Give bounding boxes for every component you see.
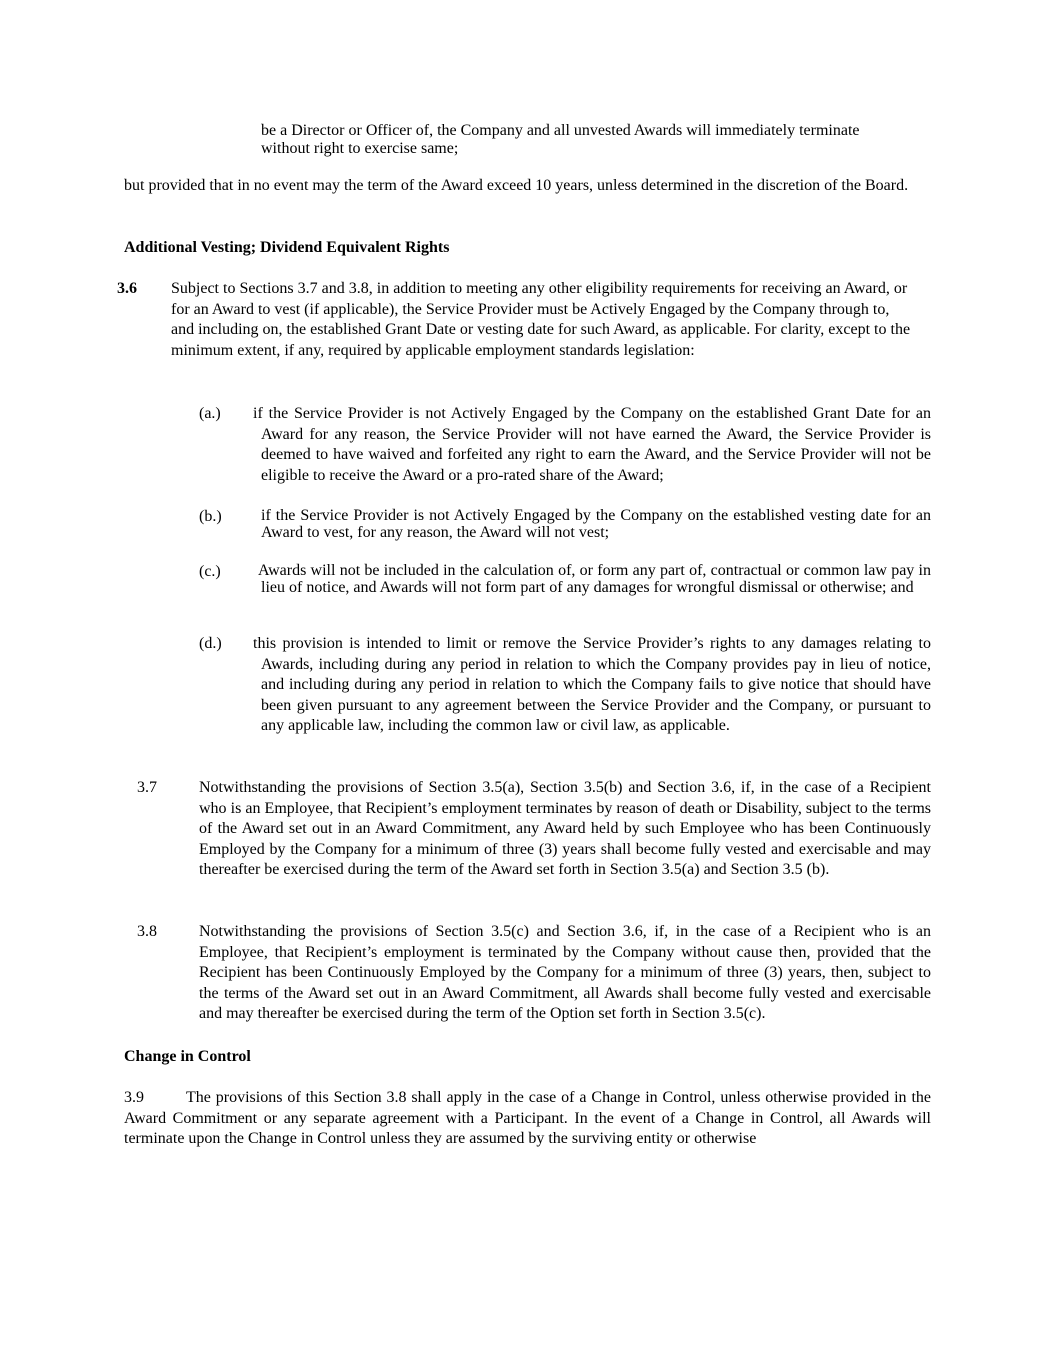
- section-3-9-number: 3.9: [124, 1089, 144, 1106]
- intro-line-1: be a Director or Officer of, the Company and all unvested Awards will immediately terminate: [261, 122, 860, 139]
- list-item-text: Awards will not be included in the calculation of, or form any part of, contractual or common law pay in lieu of notice, and Awards will not form part of any damages for wrongful dismissal or otherwise; and: [258, 562, 931, 596]
- list-item-label: (b.): [199, 508, 222, 525]
- list-item-label: (a.): [199, 405, 221, 422]
- list-item-text: if the Service Provider is not Actively Engaged by the Company on the established vesting date for an Award to vest, for any reason, the Award will not vest;: [261, 507, 931, 541]
- proviso-paragraph: but provided that in no event may the term of the Award exceed 10 years, unless determined in the discretion of the Board.: [124, 177, 909, 194]
- list-item-label: (d.): [199, 635, 222, 652]
- section-3-8-text: Notwithstanding the provisions of Section 3.5(c) and Section 3.6, if, in the case of a Recipient who is an Employee, that Recipient’s employment is terminated by the Company without cause then, provided that the Recipient has been Continuously Employed by the Company for a minimum of three (3) years, then, subject to the terms of the Award set out in an Award Commitment, all Awards shall become fully vested and exercisable and may thereafter be exercised during the term of the Option set forth in Section 3.5(c).: [199, 923, 931, 1022]
- intro-line-2: without right to exercise same;: [261, 139, 459, 157]
- list-item-text: if the Service Provider is not Actively Engaged by the Company on the established Grant Date for an Award for any reason, the Service Provider will not have earned the Award, the Service Provider is deemed to have waived and forfeited any right to earn the Award, and the Service Provider will not be eligible to receive the Award or a pro-rated share of the Award;: [253, 405, 931, 484]
- list-item-label: (c.): [199, 563, 221, 580]
- section-3-6-text: Subject to Sections 3.7 and 3.8, in addition to meeting any other eligibility requirements for receiving an Award, or for an Award to vest (if applicable), the Service Provider must be Actively Engaged by the Company through to, and including on, the established Grant Date or vesting date for such Award, as applicable. For clarity, except to the minimum extent, if any, required by applicable employment standards legislation:: [171, 280, 911, 359]
- intro-continuation: [261, 121, 941, 159]
- section-3-9-text: The provisions of this Section 3.8 shall apply in the case of a Change in Control, unless otherwise provided in the Award Commitment or any separate agreement with a Participant. In the event of a Change in Control, all Awards will terminate upon the Change in Control unless they are assumed by the surviving entity or otherwise: [124, 1089, 931, 1147]
- heading-additional-vesting: Additional Vesting; Dividend Equivalent Rights: [124, 239, 450, 256]
- list-item-text: this provision is intended to limit or remove the Service Provider’s rights to any damages relating to Awards, including during any period in relation to which the Company provides pay in lieu of notice, and including during any period in relation to which the Company fails to give notice that should have been given pursuant to any agreement between the Service Provider and the Company, or pursuant to any applicable law, including the common law or civil law, as applicable.: [253, 635, 931, 734]
- heading-change-in-control: Change in Control: [124, 1048, 251, 1065]
- section-3-6-number: 3.6: [117, 280, 137, 297]
- section-3-7-number: 3.7: [137, 779, 157, 796]
- section-3-8-number: 3.8: [137, 923, 157, 940]
- section-3-7-text: Notwithstanding the provisions of Section 3.5(a), Section 3.5(b) and Section 3.6, if, in the case of a Recipient who is an Employee, that Recipient’s employment terminates by reason of death or Disability, subject to the terms of the Award set out in an Award Commitment, any Award held by such Employee who has been Continuously Employed by the Company for a minimum of three (3) years shall become fully vested and exercisable and may thereafter be exercised during the term of the Award set forth in Section 3.5(a) and Section 3.5 (b).: [199, 779, 931, 878]
